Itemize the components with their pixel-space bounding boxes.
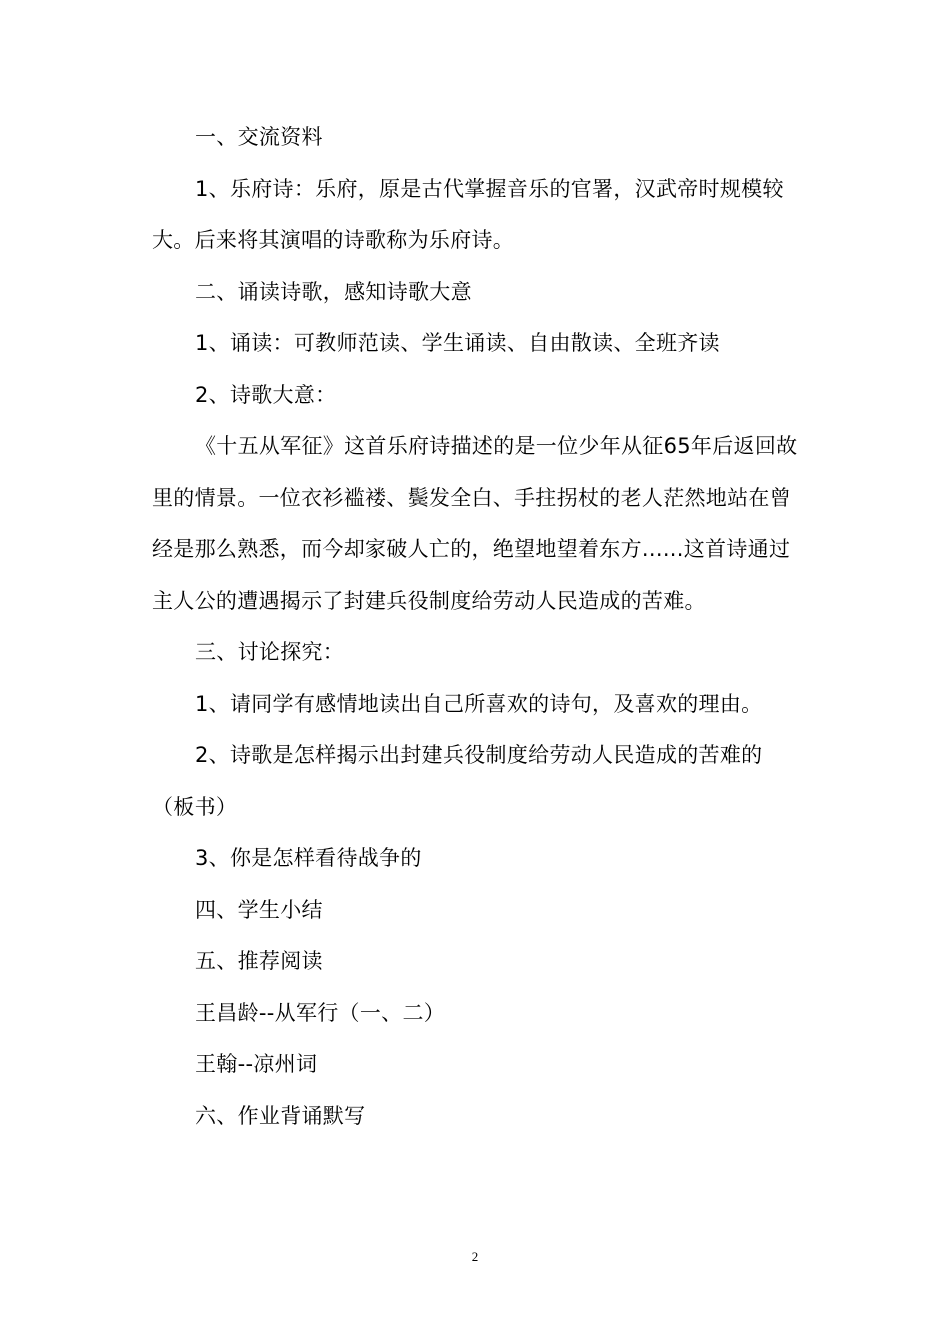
heading-exchange-materials: 一、交流资料: [195, 125, 323, 149]
heading-recite-poem: 二、诵读诗歌，感知诗歌大意: [195, 279, 472, 304]
heading-student-summary: 四、学生小结: [195, 897, 323, 922]
paragraph-poem-meaning-label: 2、诗歌大意：: [195, 382, 337, 407]
paragraph-yuefu-definition: 1、乐府诗：乐府，原是古代掌握音乐的官署，汉武帝时规模较大。后来将其演唱的诗歌称为乐府诗。: [152, 176, 784, 252]
paragraph-recite-methods: 1、诵读：可教师范读、学生诵读、自由散读、全班齐读: [195, 331, 720, 355]
paragraph-poem-summary: 《十五从军征》这首乐府诗描述的是一位少年从征65年后返回故里的情景。一位衣衫褴褛、鬓发全白、手拄拐杖的老人茫然地站在曾经是那么熟悉，而今却家破人亡的，绝望地望着东方......这首诗通过主人公的遭遇揭示了封建兵役制度给劳动人民造成的苦难。: [152, 434, 798, 613]
paragraph-discussion-3: 3、你是怎样看待战争的: [195, 846, 422, 870]
paragraph-discussion-2: 2、诗歌是怎样揭示出封建兵役制度给劳动人民造成的苦难的（板书）: [152, 743, 763, 819]
paragraph-discussion-1: 1、请同学有感情地读出自己所喜欢的诗句，及喜欢的理由。: [195, 691, 763, 716]
reading-item-2: 王翰--凉州词: [195, 1052, 318, 1076]
page-number: 2: [471, 1249, 479, 1264]
document-body: [152, 112, 802, 1142]
reading-item-1: 王昌龄--从军行（一、二）: [195, 1000, 446, 1025]
heading-homework: 六、作业背诵默写: [195, 1103, 366, 1128]
heading-recommended-reading: 五、推荐阅读: [195, 949, 323, 973]
heading-discussion: 三、讨论探究：: [195, 640, 345, 664]
